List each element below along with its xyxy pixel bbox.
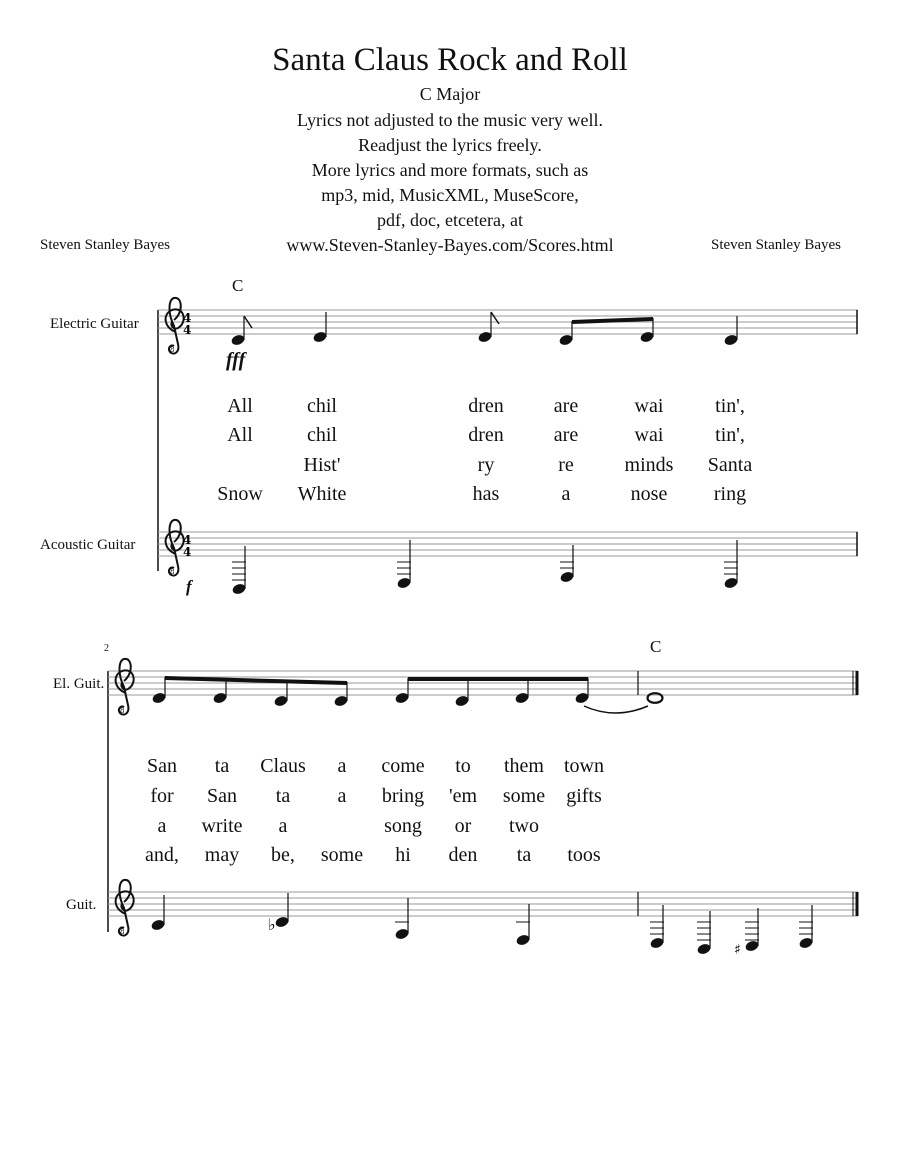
lyric: ta — [275, 785, 291, 807]
staff-guit — [108, 892, 858, 916]
staff-label-acoustic-guitar: Acoustic Guitar — [40, 537, 136, 553]
lyric: 'em — [448, 785, 478, 807]
lyric: ry — [477, 454, 495, 476]
lyric: or — [454, 815, 472, 837]
lyric: them — [504, 755, 544, 777]
lyric: a — [337, 785, 347, 807]
treble-clef-icon — [166, 298, 184, 354]
lyric: ring — [713, 483, 747, 505]
lyric: nose — [630, 483, 668, 505]
key-signature-text: C Major — [419, 84, 481, 104]
lyric: to — [455, 755, 471, 777]
lyric: toos — [567, 844, 601, 866]
lyric: town — [564, 755, 604, 777]
chord-symbol-2: C — [650, 637, 662, 656]
score-title: Santa Claus Rock and Roll — [272, 42, 628, 78]
lyric: hi — [395, 844, 411, 866]
lyric: White — [297, 483, 347, 505]
lyric: wai — [634, 395, 664, 417]
lyric: minds — [624, 454, 674, 476]
treble-clef-icon — [166, 520, 184, 576]
lyric: are — [553, 395, 579, 417]
lyric: All — [227, 395, 253, 417]
note — [150, 895, 165, 932]
composer-right: Steven Stanley Bayes — [711, 237, 841, 253]
svg-text:8: 8 — [120, 928, 125, 936]
lyric: tin', — [715, 424, 745, 446]
note — [696, 911, 711, 956]
note — [798, 905, 813, 950]
lyric: are — [553, 424, 579, 446]
staff-electric-guitar — [158, 310, 858, 334]
chord-symbol-1: C — [232, 276, 244, 295]
lyric: Snow — [217, 483, 263, 505]
note — [396, 540, 411, 590]
dynamic-f: f — [186, 577, 192, 596]
lyric: Claus — [260, 755, 306, 777]
staff-label-guit: Guit. — [66, 897, 97, 913]
lyric: two — [509, 815, 539, 837]
lyric: song — [384, 815, 422, 837]
lyric: may — [204, 844, 240, 866]
tie — [584, 706, 648, 713]
lyric: gifts — [566, 785, 602, 807]
note — [231, 546, 246, 596]
lyric: San — [207, 785, 237, 807]
lyric: and, — [145, 844, 179, 866]
svg-text:8: 8 — [170, 568, 175, 576]
note-flat — [268, 893, 290, 934]
time-sig-bottom: 4 — [183, 323, 192, 337]
lyric: ta — [516, 844, 532, 866]
lyric: come — [381, 755, 425, 777]
lyric: be, — [271, 844, 295, 866]
lyric: some — [320, 844, 364, 866]
website-link[interactable]: www.Steven-Stanley-Bayes.com/Scores.html — [286, 235, 614, 255]
measure-number: 2 — [104, 643, 109, 654]
flat-icon: ♭ — [268, 915, 276, 934]
svg-text:8: 8 — [120, 707, 125, 715]
staff-label-electric-guitar: Electric Guitar — [50, 316, 139, 332]
lyric: write — [201, 815, 243, 837]
lyric: some — [502, 785, 546, 807]
lyric: has — [472, 483, 500, 505]
note — [723, 316, 738, 347]
note-line-4: mp3, mid, MusicXML, MuseScore, — [321, 185, 579, 205]
note-line-2: Readjust the lyrics freely. — [358, 135, 542, 155]
lyric: for — [150, 785, 174, 807]
note — [649, 905, 664, 950]
note-line-3: More lyrics and more formats, such as — [311, 160, 589, 180]
time-sig-top: 4 — [183, 311, 192, 325]
lyric: dren — [468, 424, 504, 446]
treble-clef-icon — [116, 880, 134, 936]
beamed-notes — [151, 676, 348, 708]
lyric: a — [561, 483, 571, 505]
lyric: All — [227, 424, 253, 446]
note-pair — [558, 317, 654, 347]
time-sig-bottom: 4 — [183, 545, 192, 559]
composer-left: Steven Stanley Bayes — [40, 237, 170, 253]
system-2 — [108, 659, 858, 958]
note — [230, 316, 252, 347]
svg-text:8: 8 — [170, 346, 175, 354]
lyric: dren — [468, 395, 504, 417]
lyric: wai — [634, 424, 664, 446]
lyric: Hist' — [303, 454, 341, 476]
lyric: chil — [307, 424, 337, 446]
system-1 — [158, 298, 858, 596]
staff-label-el-guit: El. Guit. — [53, 676, 105, 692]
note — [723, 540, 738, 590]
treble-clef-icon — [116, 659, 134, 715]
lyric: tin', — [715, 395, 745, 417]
lyric: ta — [214, 755, 230, 777]
time-sig-top: 4 — [183, 533, 192, 547]
lyric: bring — [381, 785, 425, 807]
lyric: re — [558, 454, 574, 476]
lyric: Santa — [707, 454, 753, 476]
note — [559, 545, 574, 584]
lyric: den — [448, 844, 478, 866]
note-line-1: Lyrics not adjusted to the music very well. — [297, 110, 603, 130]
lyric: chil — [307, 395, 337, 417]
lyric: San — [147, 755, 177, 777]
staff-el-guit — [108, 671, 858, 695]
lyric: a — [157, 815, 167, 837]
staff-acoustic-guitar — [158, 532, 858, 556]
note-line-5: pdf, doc, etcetera, at — [377, 210, 523, 230]
lyric: a — [337, 755, 347, 777]
sharp-icon: ♯ — [734, 942, 741, 958]
lyric: a — [278, 815, 288, 837]
dynamic-fff: fff — [226, 349, 246, 371]
